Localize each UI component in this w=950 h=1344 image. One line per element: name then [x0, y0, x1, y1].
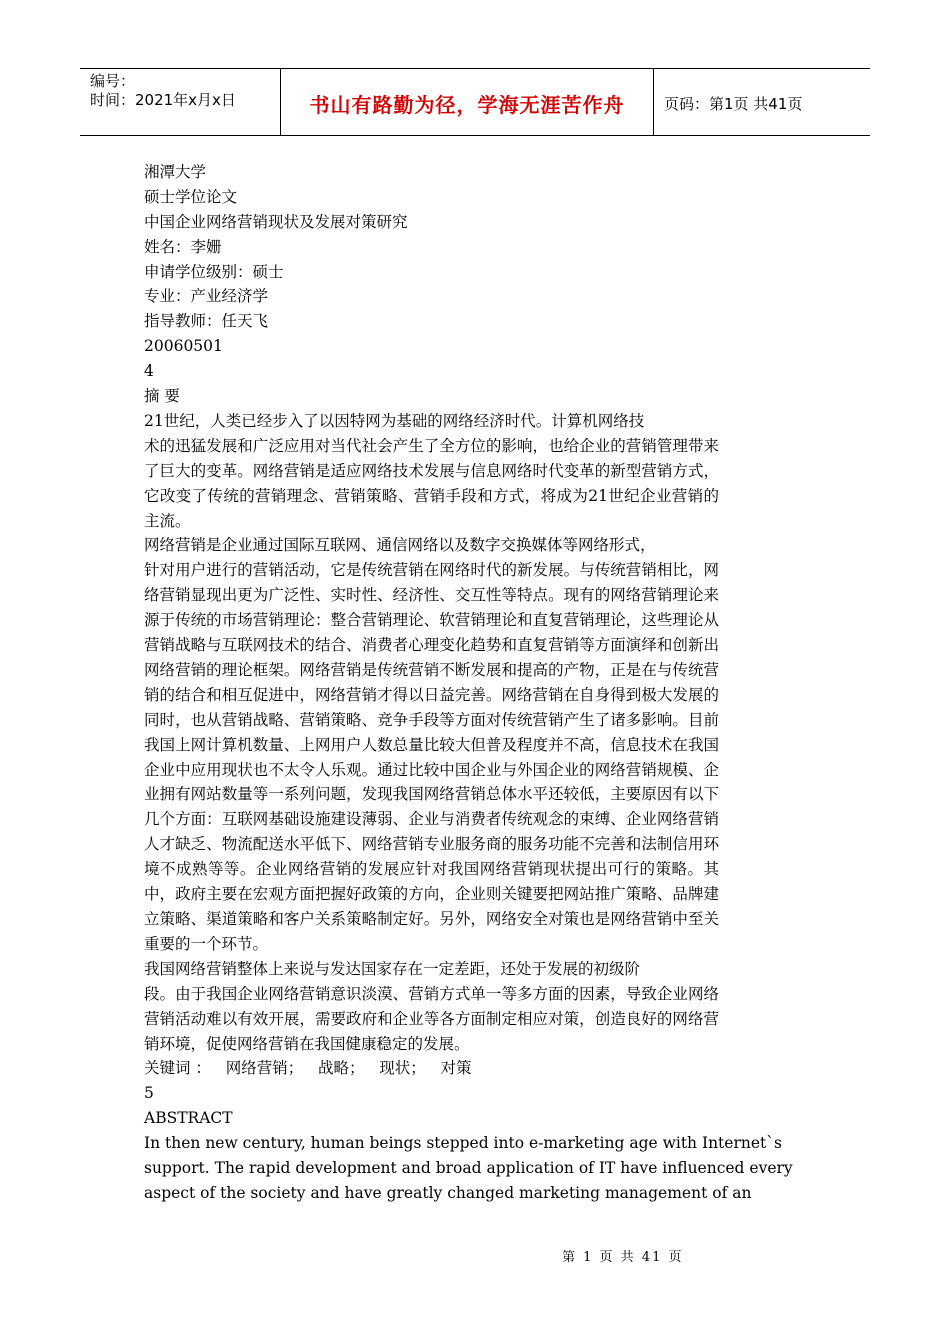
header-slogan: 书山有路勤为径，学海无涯苦作舟 — [281, 69, 654, 135]
major: 专业：产业经济学 — [144, 287, 269, 306]
abstract-heading-cn: 摘 要 — [144, 387, 180, 406]
abstract-p3-first-line: 我国网络营销整体上来说与发达国家存在一定差距，还处于发展的初级阶 — [144, 959, 641, 978]
abstract-p2-first-line: 网络营销是企业通过国际互联网、通信网络以及数字交换媒体等网络形式， — [144, 536, 656, 555]
document-body — [144, 160, 793, 1206]
university-name: 湘潭大学 — [144, 163, 207, 181]
keywords: 关键词 ： 网络营销； 战略； 现状； 对策 — [144, 1059, 472, 1078]
abstract-p3-rest: 段。由于我国企业网络营销意识淡漠、营销方式单一等多方面的因素，导致企业网络营销活动难以有效开展，需要政府和企业等各方面制定相应对策，创造良好的网络营销环境，促使网络营销在我国健康稳定的发展。 — [144, 984, 719, 1053]
thesis-type: 硕士学位论文 — [144, 187, 238, 206]
abstract-heading-en: ABSTRACT — [144, 1109, 233, 1128]
header-meta-cell — [80, 69, 281, 135]
abstract-en-line: support. The rapid development and broad application of IT have influenced every — [144, 1158, 793, 1177]
degree-level: 申请学位级别：硕士 — [144, 262, 284, 281]
page-header — [80, 68, 870, 136]
date: 20060501 — [144, 337, 223, 356]
author-name: 姓名：李姗 — [144, 237, 222, 256]
page-marker-5: 5 — [144, 1084, 154, 1103]
abstract-p2-rest: 针对用户进行的营销活动，它是传统营销在网络时代的新发展。与传统营销相比，网络营销显现出更为广泛性、实时性、经济性、交互性等特点。现有的网络营销理论来源于传统的市场营销理论：整合营销理论、软营销理论和直复营销理论，这些理论从营销战略与互联网技术的结合、消费者心理变化趋势和直复营销等方面演绎和创新出网络营销的理论框架。网络营销是传统营销不断发展和提高的产物，正是在与传统营销的结合和相互促进中，网络营销才得以日益完善。网络营销在自身得到极大发展的同时，也从营销战略、营销策略、竞争手段等方面对传统营销产生了诸多影响。目前我国上网计算机数量、上网用户人数总量比较大但普及程度并不高，信息技术在我国企业中应用现状也不太令人乐观。通过比较中国企业与外国企业的网络营销规模、企业拥有网站数量等一系列问题，发现我国网络营销总体水平还较低，主要原因有以下几个方面：互联网基础设施建设薄弱、企业与消费者传统观念的束缚、企业网络营销人才缺乏、物流配送水平低下、网络营销专业服务商的服务功能不完善和法制信用环境不成熟等等。企业网络营销的发展应针对我国网络营销现状提出可行的策略。其中，政府主要在宏观方面把握好政策的方向，企业则关键要把网站推广策略、品牌建立策略、渠道策略和客户关系策略制定好。另外，网络安全对策也是网络营销中至关重要的一个环节。 — [144, 561, 719, 953]
header-time-label: 时间：2021年x月x日 — [90, 91, 236, 109]
thesis-title: 中国企业网络营销现状及发展对策研究 — [144, 212, 408, 231]
abstract-en-line: In then new century, human beings stepped into e-marketing age with Internet`s — [144, 1134, 782, 1153]
header-number-label: 编号： — [90, 72, 136, 90]
abstract-p1-rest: 术的迅猛发展和广泛应用对当代社会产生了全方位的影响，也给企业的营销管理带来了巨大的变革。网络营销是适应网络技术发展与信息网络时代变革的新型营销方式，它改变了传统的营销理念、营销策略、营销手段和方式，将成为21世纪企业营销的主流。 — [144, 436, 719, 530]
abstract-p1-first-line: 21世纪，人类已经步入了以因特网为基础的网络经济时代。计算机网络技 — [144, 411, 645, 430]
page-footer: 第 1 页 共 41 页 — [562, 1250, 684, 1265]
header-page-label: 页码：第1页 共41页 — [664, 94, 803, 113]
advisor: 指导教师：任天飞 — [144, 312, 269, 331]
abstract-en-line: aspect of the society and have greatly changed marketing management of an — [144, 1183, 752, 1202]
page-marker-4: 4 — [144, 362, 154, 381]
